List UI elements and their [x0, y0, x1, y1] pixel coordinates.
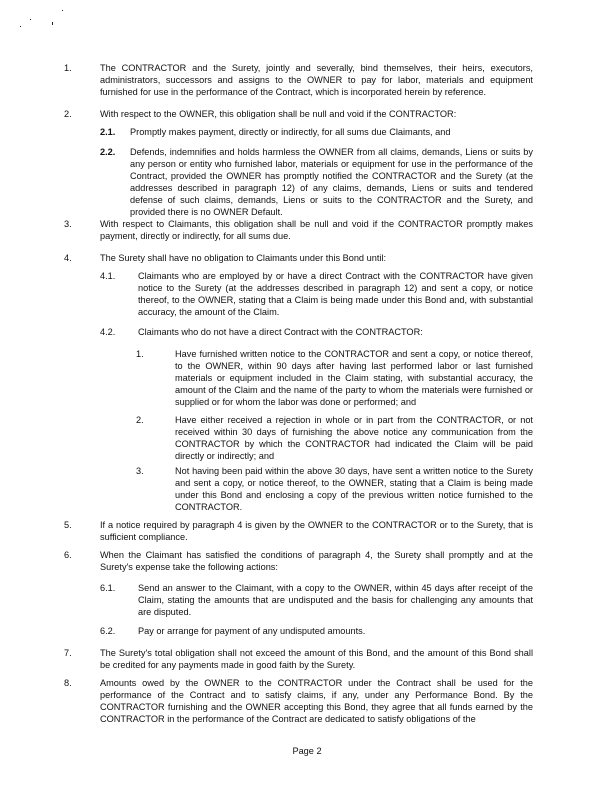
paragraph-number: 4.1. [100, 271, 116, 281]
paragraph-text: When the Claimant has satisfied the conditions of paragraph 4, the Surety shall promptly and at the Surety's expense take the following actions: [100, 550, 533, 572]
paragraph-number: 2.2. [100, 147, 116, 157]
page-number: Page 2 [292, 746, 322, 756]
paragraph-number: 3. [64, 219, 72, 229]
paragraph-text: The CONTRACTOR and the Surety, jointly and severally, bind themselves, their heirs, executors, administrators, successors and assigns to the OWNER to pay for labor, materials and equipment furnished for use in the performance of the Contract, which is incorporated herein by reference. [100, 63, 533, 97]
paragraph-number: 5. [64, 520, 72, 530]
paragraph-number: 8. [64, 678, 72, 688]
paragraph-number: 6.1. [100, 583, 116, 593]
paragraph-text: The Surety's total obligation shall not exceed the amount of this Bond, and the amount of this Bond shall be credited for any payments made in good faith by the Surety. [100, 648, 533, 670]
paragraph-text: The Surety shall have no obligation to Claimants under this Bond until: [100, 253, 387, 263]
paragraph-text: Pay or arrange for payment of any undisputed amounts. [138, 626, 366, 636]
paragraph-text: With respect to Claimants, this obligation shall be null and void if the CONTRACTOR promptly makes payment, directly or indirectly, for all sums due. [100, 219, 533, 241]
paragraph-number: 3. [136, 466, 144, 476]
paragraph-number: 4.2. [100, 327, 116, 337]
paragraph-text: If a notice required by paragraph 4 is given by the OWNER to the CONTRACTOR or to the Surety, that is sufficient compliance. [100, 520, 533, 542]
paragraph-text: Not having been paid within the above 30 days, have sent a written notice to the Surety and sent a copy, or notice thereof, to the OWNER, stating that a Claim is being made under this Bond and enclosing a copy of the previous written notice furnished to the CONTRACTOR. [175, 466, 533, 512]
paragraph-number: 7. [64, 648, 72, 658]
paragraph-text: Have furnished written notice to the CONTRACTOR and sent a copy, or notice thereof, to the OWNER, within 90 days after having last performed labor or last furnished materials or equipment included in the Claim stating, with substantial accuracy, the amount of the Claim and the name of the party to whom the materials were furnished or supplied or for whom the labor was done or performed; and [175, 349, 533, 407]
paragraph-number: 1. [136, 349, 144, 359]
paragraph-number: 6. [64, 550, 72, 560]
paragraph-text: Send an answer to the Claimant, with a copy to the OWNER, within 45 days after receipt of the Claim, stating the amounts that are undisputed and the basis for challenging any amounts that are disputed. [138, 583, 533, 617]
paragraph-text: Amounts owed by the OWNER to the CONTRACTOR under the Contract shall be used for the performance of the Contract and to satisfy claims, if any, under any Performance Bond. By the CONTRACTOR furnishing and the OWNER accepting this Bond, they agree that all funds earned by the CONTRACTOR in the performance of the Contract are dedicated to satisfy obligations of the [100, 678, 533, 724]
paragraph-text: Have either received a rejection in whole or in part from the CONTRACTOR, or not received within 30 days of furnishing the above notice any communication from the CONTRACTOR by which the CONTRACTOR had indicated the Claim will be paid directly or indirectly; and [175, 415, 533, 461]
paragraph-text: Promptly makes payment, directly or indirectly, for all sums due Claimants, and [130, 127, 451, 137]
paragraph-number: 2. [64, 109, 72, 119]
paragraph-text: Claimants who are employed by or have a direct Contract with the CONTRACTOR have given notice to the Surety (at the addresses described in paragraph 12) and sent a copy, or notice thereof, to the OWNER, stating that a Claim is being made under this Bond and, with substantial accuracy, the amount of the Claim. [138, 271, 533, 317]
paragraph-number: 6.2. [100, 626, 116, 636]
paragraph-number: 1. [64, 63, 72, 73]
paragraph-number: 2. [136, 415, 144, 425]
paragraph-text: Defends, indemnifies and holds harmless the OWNER from all claims, demands, Liens or suits by any person or entity who furnished labor, materials or equipment for use in the performance of the Contract, provided the OWNER has promptly notified the CONTRACTOR and the Surety (at the addresses described in paragraph 12) of any claims, demands, Liens or suits and tendered defense of such claims, demands, Liens or suits to the CONTRACTOR and the Surety, and provided there is no OWNER Default. [130, 147, 533, 217]
paragraph-number: 4. [64, 253, 72, 263]
paragraph-text: Claimants who do not have a direct Contract with the CONTRACTOR: [138, 327, 423, 337]
paragraph-text: With respect to the OWNER, this obligation shall be null and void if the CONTRACTOR: [100, 109, 457, 119]
paragraph-number: 2.1. [100, 127, 116, 137]
